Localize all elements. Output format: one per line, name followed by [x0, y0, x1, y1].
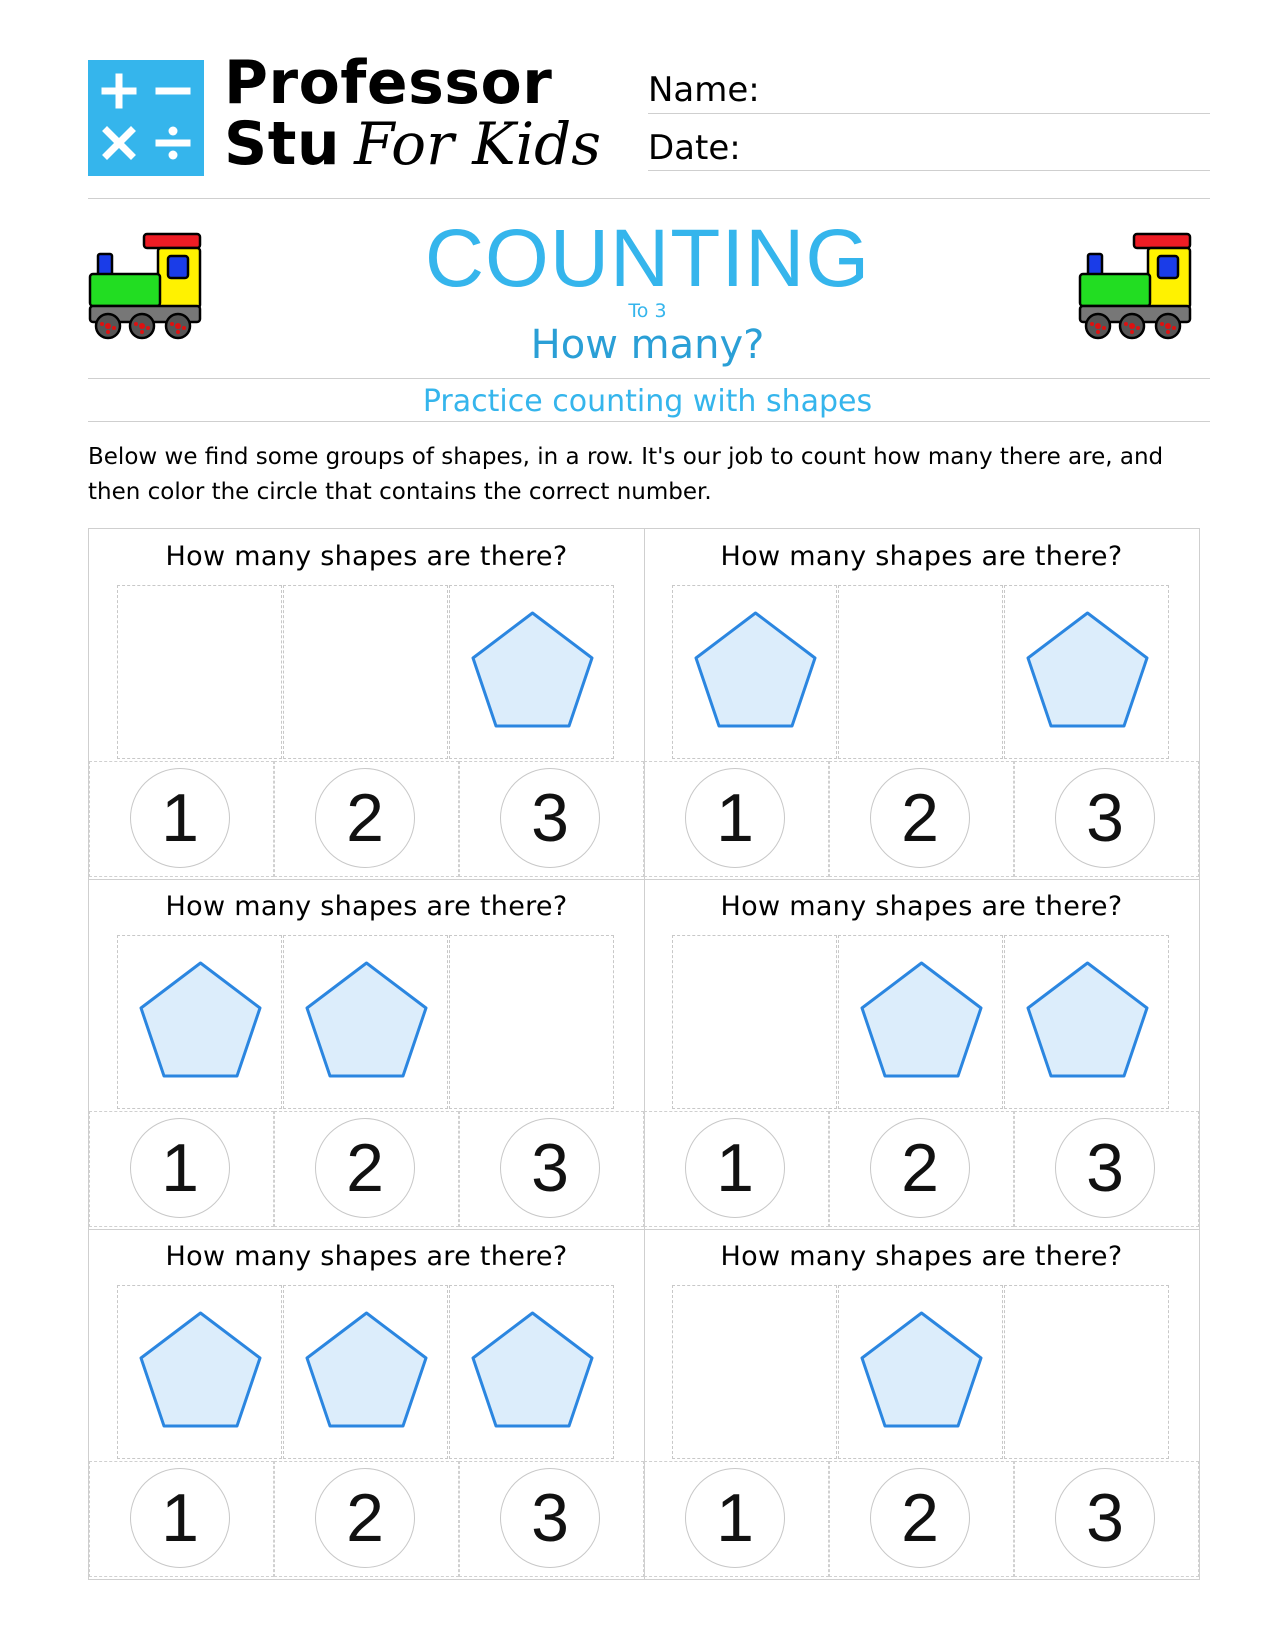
shape-slot — [449, 585, 614, 759]
answer-circle-3[interactable]: 3 — [500, 1118, 600, 1218]
pentagon-icon — [839, 936, 1002, 1114]
pentagon-icon — [1005, 586, 1168, 764]
answer-circle-2[interactable]: 2 — [870, 768, 970, 868]
shape-row — [672, 1285, 1170, 1459]
answer-cell — [1014, 1461, 1199, 1577]
pentagon-icon — [1005, 936, 1168, 1114]
answer-circle-1[interactable]: 1 — [685, 1468, 785, 1568]
divider — [88, 421, 1210, 422]
problem-question: How many shapes are there? — [165, 891, 568, 922]
shape-row — [117, 1285, 615, 1459]
answer-cell — [89, 1461, 274, 1577]
answer-cell — [829, 1461, 1014, 1577]
instructions-text: Below we find some groups of shapes, in a row. It's our job to count how many there are, and then color the circle that contains the correct number. — [88, 444, 1164, 505]
name-label: Name: — [648, 70, 760, 110]
answer-options — [644, 761, 1199, 877]
shape-slot — [117, 585, 282, 759]
brand-name-line1: Professor — [224, 48, 553, 118]
answer-circle-3[interactable]: 3 — [1055, 768, 1155, 868]
shape-slot — [449, 935, 614, 1109]
subtitle-question: How many? — [530, 322, 765, 368]
problem-question: How many shapes are there? — [165, 1241, 568, 1272]
problem-card — [89, 1229, 644, 1579]
answer-cell — [459, 761, 644, 877]
answer-circle-3[interactable]: 3 — [1055, 1118, 1155, 1218]
answer-cell — [1014, 761, 1199, 877]
answer-circle-2[interactable]: 2 — [315, 1118, 415, 1218]
shape-slot — [1004, 585, 1169, 759]
answer-cell — [274, 1461, 459, 1577]
practice-subtitle: Practice counting with shapes — [422, 384, 873, 419]
shape-slot — [672, 585, 837, 759]
shape-slot — [283, 585, 448, 759]
logo-math-icon — [88, 60, 204, 176]
answer-options — [89, 1111, 644, 1227]
problem-question: How many shapes are there? — [720, 541, 1123, 572]
problem-card — [644, 1229, 1199, 1579]
shape-slot — [1004, 1285, 1169, 1459]
shape-row — [117, 935, 615, 1109]
answer-circle-1[interactable]: 1 — [130, 1118, 230, 1218]
shape-slot — [672, 935, 837, 1109]
answer-circle-2[interactable]: 2 — [315, 1468, 415, 1568]
shape-slot — [117, 935, 282, 1109]
answer-options — [89, 761, 644, 877]
shape-slot — [838, 585, 1003, 759]
answer-circle-1[interactable]: 1 — [685, 768, 785, 868]
pentagon-icon — [284, 1286, 447, 1464]
pentagon-icon — [118, 936, 281, 1114]
problem-card — [644, 879, 1199, 1229]
shape-row — [672, 585, 1170, 759]
answer-cell — [644, 761, 829, 877]
shape-slot — [672, 1285, 837, 1459]
answer-circle-3[interactable]: 3 — [500, 768, 600, 868]
answer-cell — [89, 761, 274, 877]
answer-circle-3[interactable]: 3 — [1055, 1468, 1155, 1568]
shape-slot — [283, 1285, 448, 1459]
answer-cell — [644, 1111, 829, 1227]
shape-row — [117, 585, 615, 759]
answer-cell — [274, 1111, 459, 1227]
pentagon-icon — [450, 586, 613, 764]
problem-card — [644, 529, 1199, 879]
problem-card — [89, 879, 644, 1229]
divider — [88, 378, 1210, 379]
brand-for-kids: For Kids — [354, 110, 602, 178]
brand-stu: Stu — [224, 109, 341, 179]
problem-grid — [88, 528, 1200, 1580]
problem-question: How many shapes are there? — [720, 1241, 1123, 1272]
answer-circle-3[interactable]: 3 — [500, 1468, 600, 1568]
answer-cell — [644, 1461, 829, 1577]
answer-options — [89, 1461, 644, 1577]
shape-slot — [283, 935, 448, 1109]
shape-slot — [117, 1285, 282, 1459]
shape-slot — [1004, 935, 1169, 1109]
pentagon-icon — [118, 1286, 281, 1464]
problem-question: How many shapes are there? — [165, 541, 568, 572]
answer-cell — [274, 761, 459, 877]
worksheet-title: COUNTING — [424, 213, 871, 304]
answer-cell — [829, 1111, 1014, 1227]
problem-card — [89, 529, 644, 879]
shape-slot — [449, 1285, 614, 1459]
answer-options — [644, 1111, 1199, 1227]
date-field[interactable] — [648, 170, 1210, 171]
answer-cell — [459, 1111, 644, 1227]
level-label: To 3 — [628, 300, 667, 322]
pentagon-icon — [673, 586, 836, 764]
answer-circle-2[interactable]: 2 — [870, 1468, 970, 1568]
name-field[interactable] — [648, 113, 1210, 114]
shape-row — [672, 935, 1170, 1109]
answer-circle-2[interactable]: 2 — [870, 1118, 970, 1218]
answer-cell — [459, 1461, 644, 1577]
answer-cell — [89, 1111, 274, 1227]
answer-circle-1[interactable]: 1 — [130, 768, 230, 868]
answer-cell — [1014, 1111, 1199, 1227]
pentagon-icon — [284, 936, 447, 1114]
answer-circle-1[interactable]: 1 — [130, 1468, 230, 1568]
answer-circle-2[interactable]: 2 — [315, 768, 415, 868]
answer-circle-1[interactable]: 1 — [685, 1118, 785, 1218]
divider — [88, 198, 1210, 199]
pentagon-icon — [839, 1286, 1002, 1464]
shape-slot — [838, 935, 1003, 1109]
problem-question: How many shapes are there? — [720, 891, 1123, 922]
answer-options — [644, 1461, 1199, 1577]
brand-name-line2 — [224, 109, 602, 179]
shape-slot — [838, 1285, 1003, 1459]
date-label: Date: — [648, 128, 741, 168]
answer-cell — [829, 761, 1014, 877]
pentagon-icon — [450, 1286, 613, 1464]
